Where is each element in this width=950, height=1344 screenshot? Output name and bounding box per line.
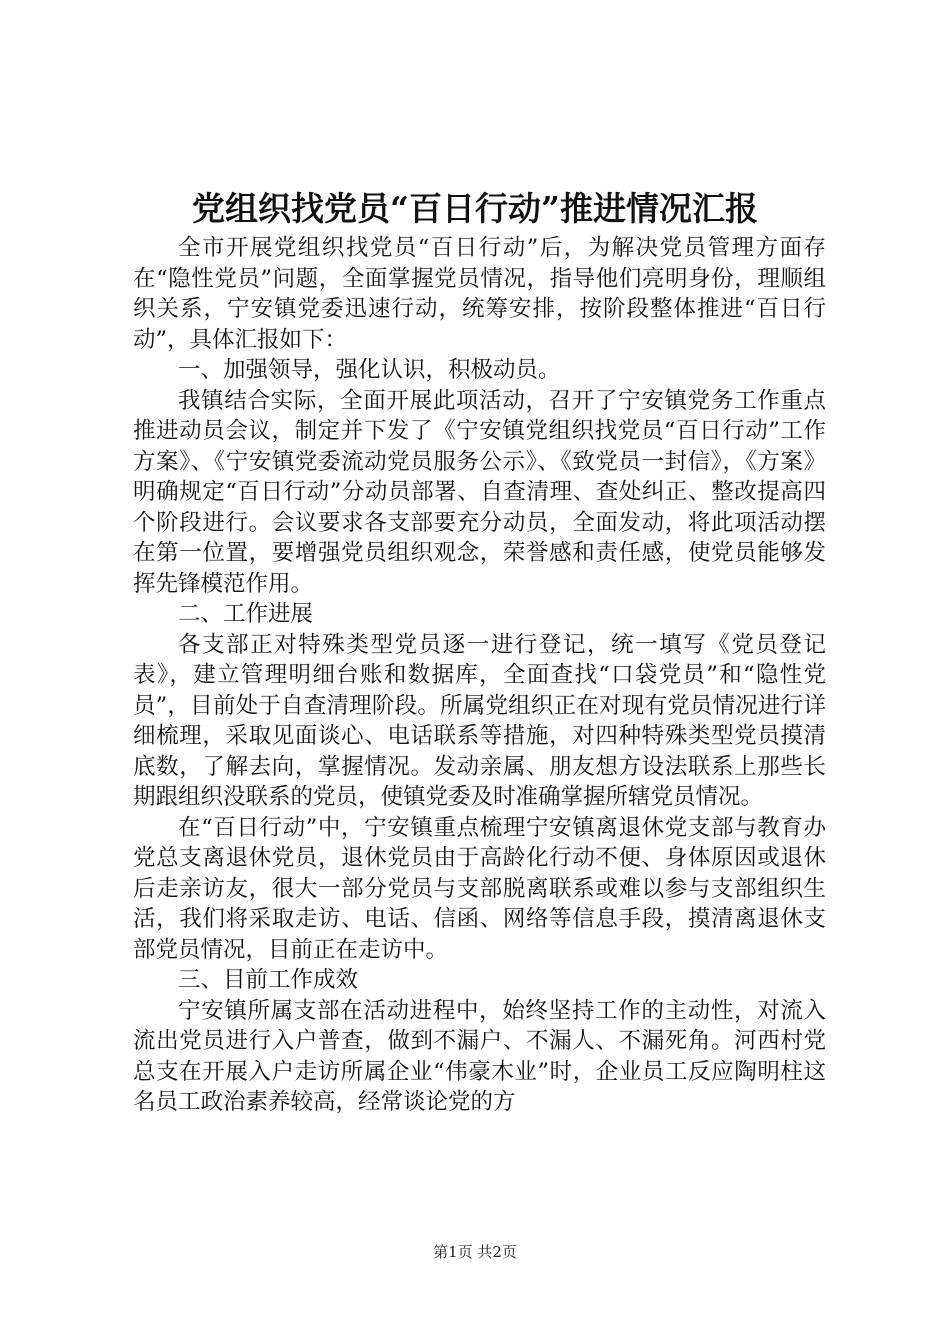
paragraph: 我镇结合实际，全面开展此项活动，召开了宁安镇党务工作重点推进动员会议，制定并下发了《宁安镇党组织找党员“百日行动”工作方案》、《宁安镇党委流动党员服务公示》、《致党员一封信》，《方案》明确规定“百日行动”分动员部署、自查清理、查处纠正、整改提高四个阶段进行。会议要求各支部要充分动员，全面发动，将此项活动摆在第一位置，要增强党员组织观念，荣誉感和责任感，使党员能够发挥先锋模范作用。 xyxy=(133,387,826,597)
section-heading-1: 一、加强领导，强化认识，积极动员。 xyxy=(178,357,561,383)
document-title: 党组织找党员“百日行动”推进情况汇报 xyxy=(192,189,758,228)
paragraph: 宁安镇所属支部在活动进程中，始终坚持工作的主动性，对流入流出党员进行入户普查，做到不漏户、不漏人、不漏死角。河西村党总支在开展入户走访所属企业“伟豪木业”时，企业员工反应陶明柱这名员工政治素养较高，经常谈论党的方 xyxy=(133,997,826,1115)
paragraph-intro: 全市开展党组织找党员“百日行动”后，为解决党员管理方面存在“隐性党员”问题，全面掌握党员情况，指导他们亮明身份，理顺组织关系，宁安镇党委迅速行动，统筹安排，按阶段整体推进“百日行动”，具体汇报如下： xyxy=(133,235,826,353)
document-body xyxy=(133,233,826,1118)
paragraph: 在“百日行动”中，宁安镇重点梳理宁安镇离退休党支部与教育办党总支离退休党员，退休党员由于高龄化行动不便、身体原因或退休后走亲访友，很大一部分党员与支部脱离联系或难以参与支部组织生活，我们将采取走访、电话、信函、网络等信息手段，摸清离退休支部党员情况，目前正在走访中。 xyxy=(133,814,826,963)
page-number-footer: 第1页 共2页 xyxy=(433,1243,517,1261)
section-heading-2: 二、工作进展 xyxy=(178,601,314,627)
section-heading-3: 三、目前工作成效 xyxy=(178,967,359,993)
paragraph: 各支部正对特殊类型党员逐一进行登记，统一填写《党员登记表》，建立管理明细台账和数据库，全面查找“口袋党员”和“隐性党员”，目前处于自查清理阶段。所属党组织正在对现有党员情况进行详细梳理，采取见面谈心、电话联系等措施，对四种特殊类型党员摸清底数，了解去向，掌握情况。发动亲属、朋友想方设法联系上那些长期跟组织没联系的党员，使镇党委及时准确掌握所辖党员情况。 xyxy=(133,631,826,810)
